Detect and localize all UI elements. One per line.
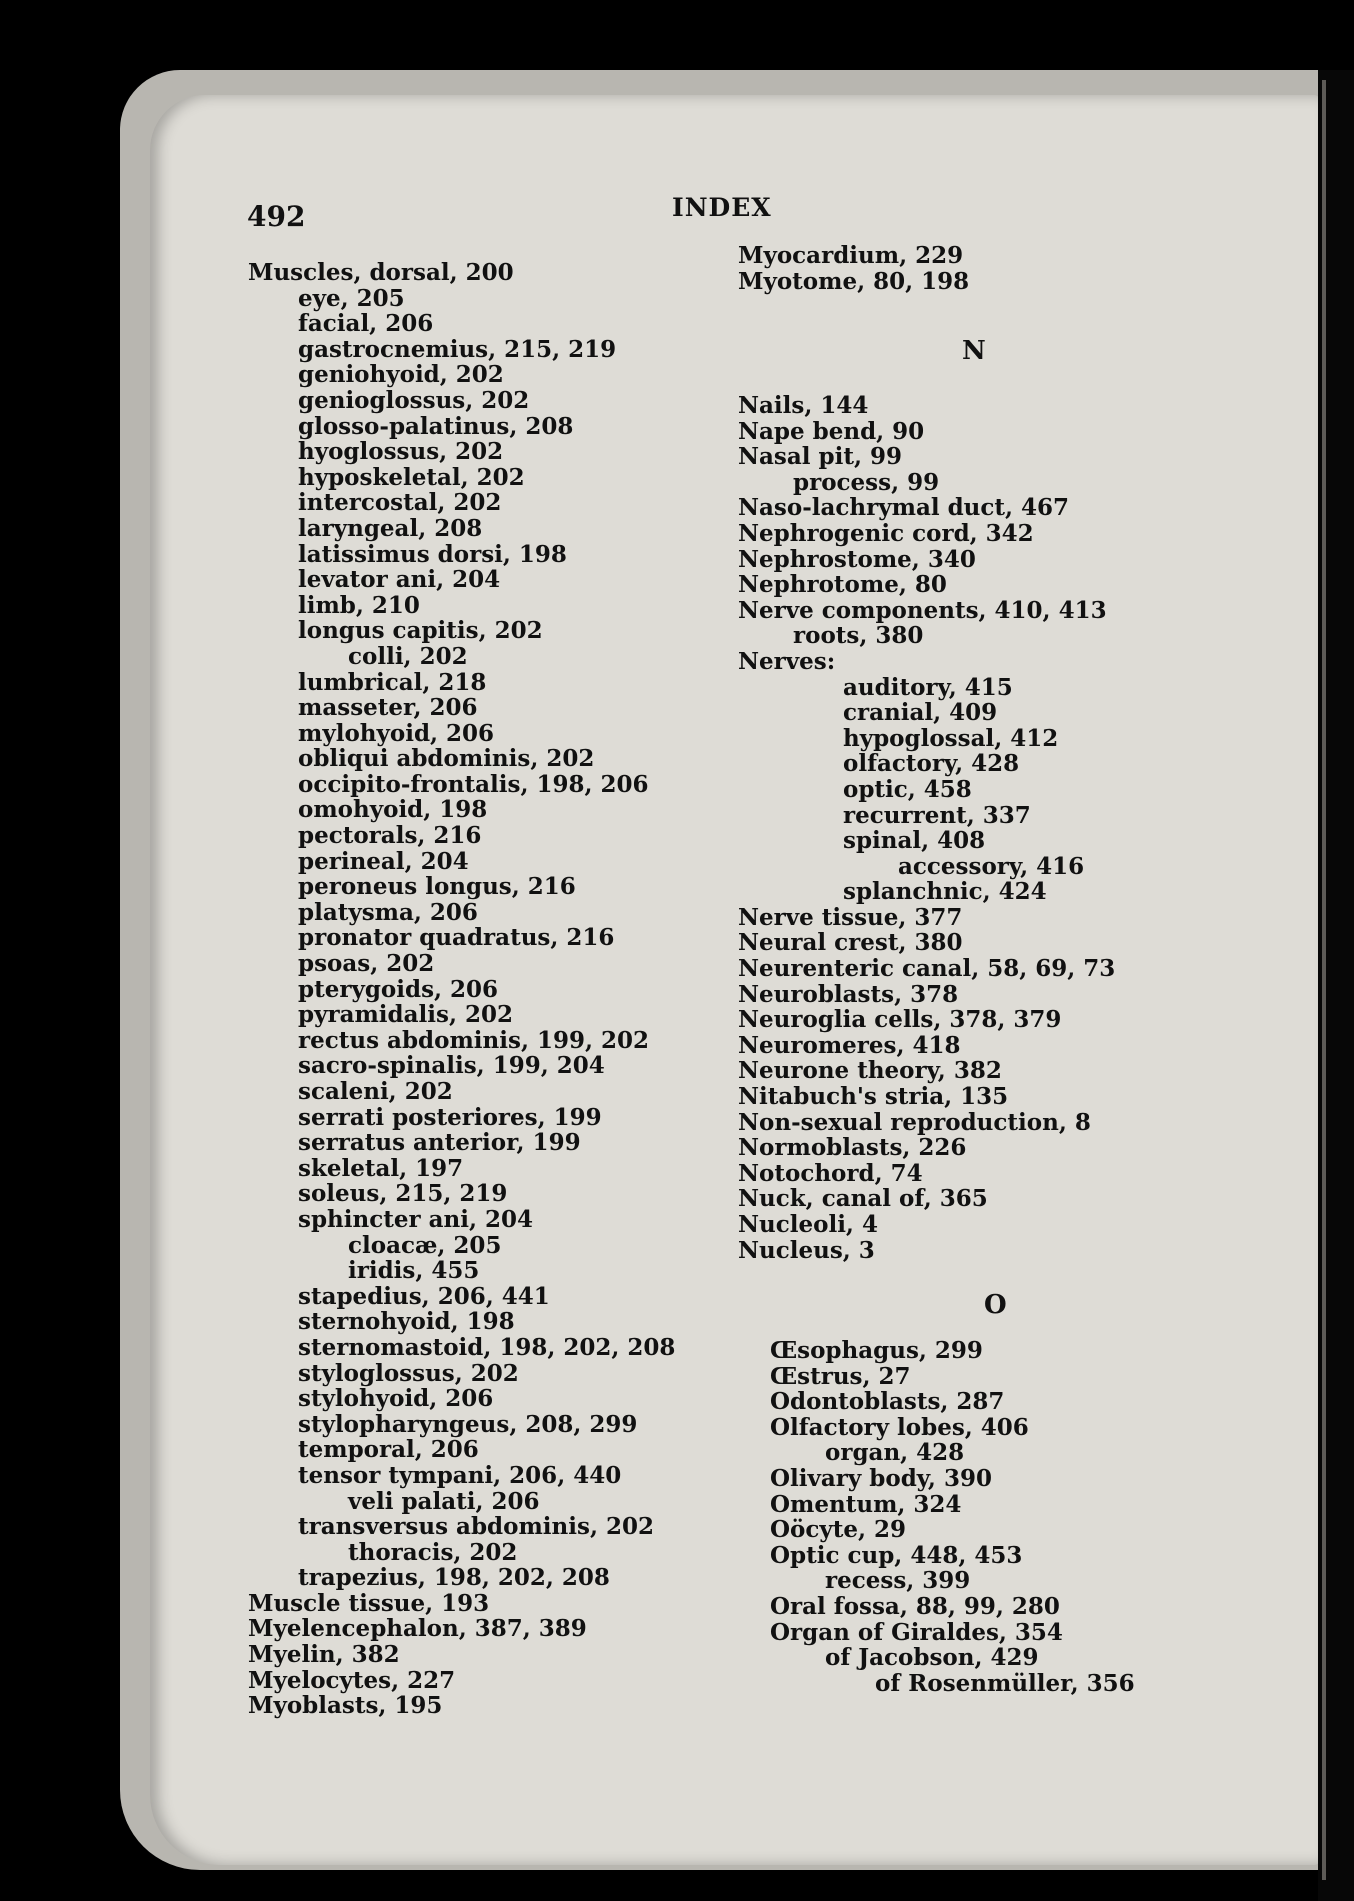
index-entry: geniohyoid, 202 bbox=[298, 361, 504, 389]
index-entry: colli, 202 bbox=[348, 642, 468, 670]
gutter-edge bbox=[1322, 80, 1326, 1880]
index-entry: accessory, 416 bbox=[898, 852, 1085, 880]
index-entry: Nephrogenic cord, 342 bbox=[738, 519, 1034, 547]
index-entry: Neuroblasts, 378 bbox=[738, 980, 959, 1008]
index-entry: sacro-spinalis, 199, 204 bbox=[298, 1052, 605, 1080]
index-entry: stylopharyngeus, 208, 299 bbox=[298, 1410, 638, 1438]
index-entry: Nuck, canal of, 365 bbox=[738, 1185, 988, 1213]
index-entry: Organ of Giraldes, 354 bbox=[770, 1618, 1063, 1646]
index-entry: Myelencephalon, 387, 389 bbox=[248, 1615, 587, 1643]
index-entry: occipito-frontalis, 198, 206 bbox=[298, 770, 649, 798]
index-entry: temporal, 206 bbox=[298, 1436, 479, 1464]
index-entry: masseter, 206 bbox=[298, 694, 478, 722]
index-entry: Œstrus, 27 bbox=[770, 1362, 911, 1390]
section-letter-n: N bbox=[962, 336, 986, 366]
index-entry: organ, 428 bbox=[825, 1439, 965, 1467]
index-entry: perineal, 204 bbox=[298, 847, 469, 875]
index-entry: hypoglossal, 412 bbox=[843, 724, 1059, 752]
index-entry: Normoblasts, 226 bbox=[738, 1134, 967, 1162]
index-entry: pectorals, 216 bbox=[298, 822, 482, 850]
index-entry: hyposkeletal, 202 bbox=[298, 463, 525, 491]
index-entry: Myoblasts, 195 bbox=[248, 1692, 443, 1720]
index-entry: Neuroglia cells, 378, 379 bbox=[738, 1006, 1062, 1034]
index-entry: sternohyoid, 198 bbox=[298, 1308, 515, 1336]
index-entry: recess, 399 bbox=[825, 1567, 971, 1595]
index-entry: omohyoid, 198 bbox=[298, 796, 488, 824]
index-entry: stapedius, 206, 441 bbox=[298, 1282, 550, 1310]
index-column-right-top bbox=[738, 243, 969, 294]
index-entry: cranial, 409 bbox=[843, 699, 998, 727]
index-section-o bbox=[770, 1338, 1135, 1696]
index-entry: Nephrostome, 340 bbox=[738, 545, 976, 573]
index-entry: sternomastoid, 198, 202, 208 bbox=[298, 1333, 676, 1361]
index-entry: limb, 210 bbox=[298, 591, 420, 619]
index-entry: olfactory, 428 bbox=[843, 750, 1020, 778]
index-entry: latissimus dorsi, 198 bbox=[298, 540, 567, 568]
index-entry: serrati posteriores, 199 bbox=[298, 1103, 602, 1131]
index-entry: skeletal, 197 bbox=[298, 1154, 464, 1182]
index-entry: sphincter ani, 204 bbox=[298, 1205, 533, 1233]
index-entry: scaleni, 202 bbox=[298, 1078, 453, 1105]
index-entry: pronator quadratus, 216 bbox=[298, 924, 615, 952]
index-entry: Myocardium, 229 bbox=[738, 242, 964, 269]
index-entry: Nasal pit, 99 bbox=[738, 443, 902, 471]
index-entry: pyramidalis, 202 bbox=[298, 1001, 513, 1029]
index-entry: stylohyoid, 206 bbox=[298, 1385, 494, 1413]
index-entry: Neurenteric canal, 58, 69, 73 bbox=[738, 955, 1116, 983]
index-entry: genioglossus, 202 bbox=[298, 386, 530, 414]
index-entry: Notochord, 74 bbox=[738, 1159, 923, 1187]
index-entry: Oöcyte, 29 bbox=[770, 1516, 907, 1544]
index-entry: Nerve components, 410, 413 bbox=[738, 596, 1107, 624]
index-entry: spinal, 408 bbox=[843, 827, 986, 855]
index-entry: Neural crest, 380 bbox=[738, 929, 963, 957]
index-entry: levator ani, 204 bbox=[298, 566, 501, 594]
index-entry: Nucleus, 3 bbox=[738, 1236, 875, 1264]
running-head: INDEX bbox=[672, 193, 772, 222]
index-entry: thoracis, 202 bbox=[348, 1538, 518, 1566]
index-entry: Nitabuch's stria, 135 bbox=[738, 1083, 1009, 1111]
index-entry: recurrent, 337 bbox=[843, 801, 1031, 829]
index-entry: tensor tympani, 206, 440 bbox=[298, 1461, 622, 1489]
index-entry: Neurone theory, 382 bbox=[738, 1057, 1002, 1085]
index-column-left bbox=[248, 260, 675, 1719]
index-entry: roots, 380 bbox=[793, 622, 924, 650]
index-entry: gastrocnemius, 215, 219 bbox=[298, 335, 617, 363]
index-entry: Nails, 144 bbox=[738, 392, 869, 419]
index-entry: laryngeal, 208 bbox=[298, 514, 483, 542]
index-entry: intercostal, 202 bbox=[298, 489, 502, 517]
index-entry: veli palati, 206 bbox=[348, 1487, 540, 1515]
index-entry: peroneus longus, 216 bbox=[298, 873, 576, 901]
index-entry: mylohyoid, 206 bbox=[298, 719, 495, 747]
index-entry: soleus, 215, 219 bbox=[298, 1180, 508, 1208]
index-entry: splanchnic, 424 bbox=[843, 878, 1047, 906]
index-entry: iridis, 455 bbox=[348, 1257, 480, 1285]
index-entry: of Rosenmüller, 356 bbox=[875, 1669, 1135, 1697]
index-entry: Myelocytes, 227 bbox=[248, 1666, 456, 1694]
index-entry: Optic cup, 448, 453 bbox=[770, 1541, 1023, 1569]
index-entry: glosso-palatinus, 208 bbox=[298, 412, 574, 440]
index-entry: psoas, 202 bbox=[298, 950, 435, 978]
index-entry: process, 99 bbox=[793, 468, 940, 496]
index-entry: eye, 205 bbox=[298, 284, 405, 312]
index-entry: hyoglossus, 202 bbox=[298, 438, 504, 466]
index-entry: Myotome, 80, 198 bbox=[738, 267, 970, 295]
index-entry: auditory, 415 bbox=[843, 673, 1013, 701]
index-entry: Neuromeres, 418 bbox=[738, 1031, 961, 1059]
index-entry: Naso-lachrymal duct, 467 bbox=[738, 494, 1070, 522]
index-entry: Nerve tissue, 377 bbox=[738, 903, 963, 931]
index-entry: Nucleoli, 4 bbox=[738, 1211, 878, 1238]
index-entry: Nape bend, 90 bbox=[738, 417, 925, 445]
index-entry: Omentum, 324 bbox=[770, 1490, 962, 1518]
section-letter-o: O bbox=[984, 1290, 1007, 1320]
index-entry: Nephrotome, 80 bbox=[738, 571, 947, 599]
index-entry: platysma, 206 bbox=[298, 898, 478, 926]
index-entry: of Jacobson, 429 bbox=[825, 1644, 1039, 1672]
index-entry: Nerves: bbox=[738, 647, 836, 675]
index-entry: styloglossus, 202 bbox=[298, 1359, 519, 1387]
index-entry: cloacæ, 205 bbox=[348, 1231, 502, 1259]
index-entry: rectus abdominis, 199, 202 bbox=[298, 1026, 649, 1054]
index-entry: Myelin, 382 bbox=[248, 1641, 400, 1669]
index-entry: longus capitis, 202 bbox=[298, 617, 543, 645]
index-entry: optic, 458 bbox=[843, 775, 972, 803]
index-entry: trapezius, 198, 202, 208 bbox=[298, 1564, 610, 1592]
index-entry: Œsophagus, 299 bbox=[770, 1337, 983, 1364]
page-number: 492 bbox=[247, 200, 306, 233]
index-entry: Muscle tissue, 193 bbox=[248, 1589, 490, 1617]
index-entry: Muscles, dorsal, 200 bbox=[248, 259, 514, 286]
index-entry: pterygoids, 206 bbox=[298, 975, 499, 1003]
index-entry: facial, 206 bbox=[298, 310, 434, 338]
index-entry: Non-sexual reproduction, 8 bbox=[738, 1108, 1091, 1136]
index-entry: obliqui abdominis, 202 bbox=[298, 745, 595, 773]
index-entry: Odontoblasts, 287 bbox=[770, 1388, 1005, 1416]
index-section-n bbox=[738, 393, 1115, 1263]
index-entry: lumbrical, 218 bbox=[298, 668, 487, 696]
index-entry: serratus anterior, 199 bbox=[298, 1129, 581, 1157]
index-entry: Olivary body, 390 bbox=[770, 1464, 992, 1492]
index-entry: Oral fossa, 88, 99, 280 bbox=[770, 1592, 1060, 1620]
index-entry: transversus abdominis, 202 bbox=[298, 1513, 654, 1541]
index-entry: Olfactory lobes, 406 bbox=[770, 1413, 1029, 1441]
